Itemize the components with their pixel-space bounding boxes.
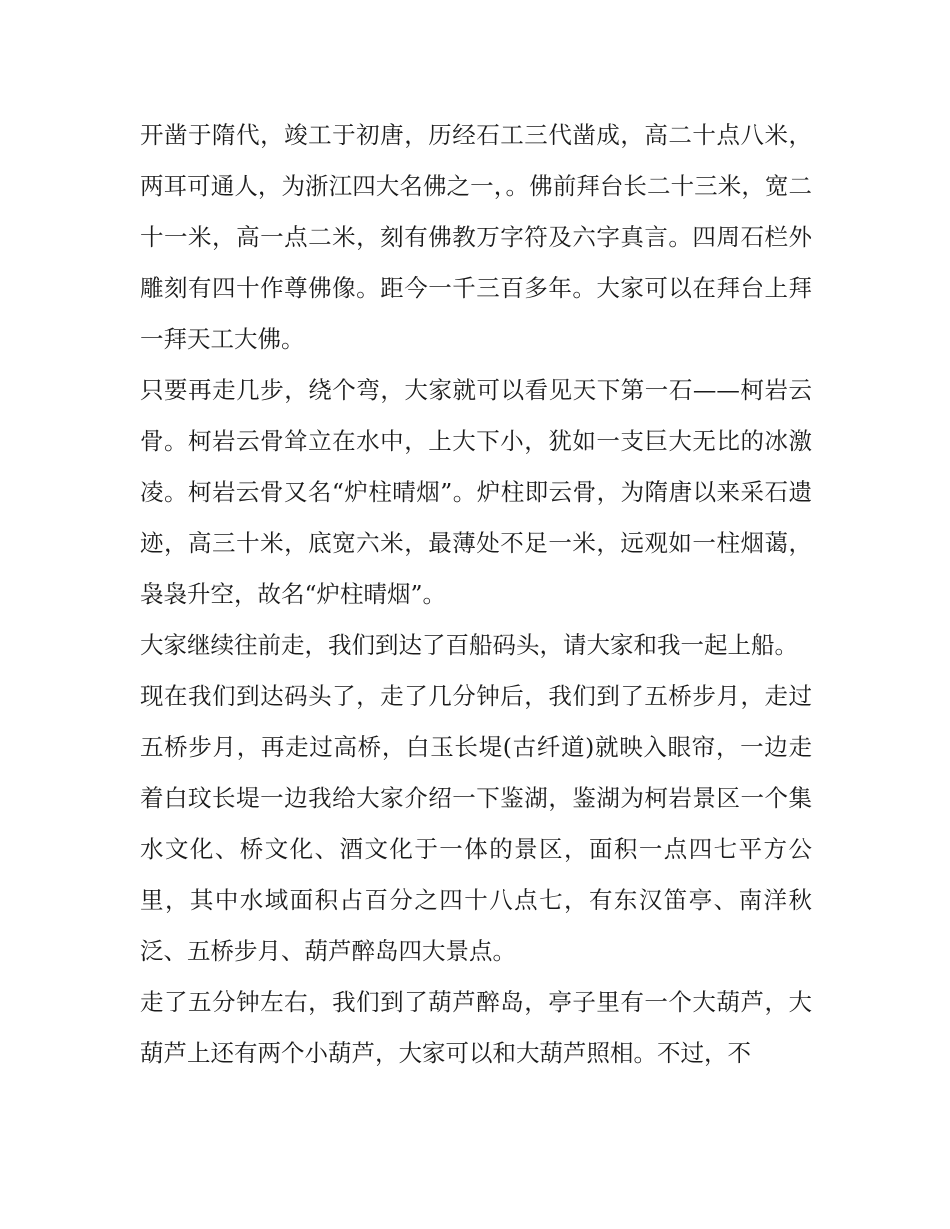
paragraph-1: 开凿于隋代，竣工于初唐，历经石工三代凿成，高二十点八米，两耳可通人，为浙江四大名佛之一，。佛前拜台长二十三米，宽二十一米，高一点二米，刻有佛教万字符及六字真言。四周石栏外雕刻有四十作尊佛像。距今一千三百多年。大家可以在拜台上拜一拜天工大佛。	[140, 121, 812, 353]
paragraph-2: 只要再走几步，绕个弯，大家就可以看见天下第一石——柯岩云骨。柯岩云骨耸立在水中，上大下小，犹如一支巨大无比的冰激凌。柯岩云骨又名“炉柱晴烟”。炉柱即云骨，为隋唐以来采石遗迹，高三十米，底宽六米，最薄处不足一米，远观如一柱烟蔼，袅袅升空，故名“炉柱晴烟”。	[140, 376, 812, 608]
body-text	[140, 110, 812, 1079]
paragraph-4: 现在我们到达码头了，走了几分钟后，我们到了五桥步月，走过五桥步月，再走过高桥，白玉长堤(古纤道)就映入眼帘，一边走着白玟长堤一边我给大家介绍一下鉴湖，鉴湖为柯岩景区一个集水文化、桥文化、酒文化于一体的景区，面积一点四七平方公里，其中水域面积占百分之四十八点七，有东汉笛亭、南洋秋泛、五桥步月、葫芦醉岛四大景点。	[140, 682, 812, 965]
paragraph-3: 大家继续往前走，我们到达了百船码头，请大家和我一起上船。	[140, 631, 798, 659]
paragraph-5: 走了五分钟左右，我们到了葫芦醉岛，亭子里有一个大葫芦，大葫芦上还有两个小葫芦，大家可以和大葫芦照相。不过，不	[140, 988, 812, 1067]
